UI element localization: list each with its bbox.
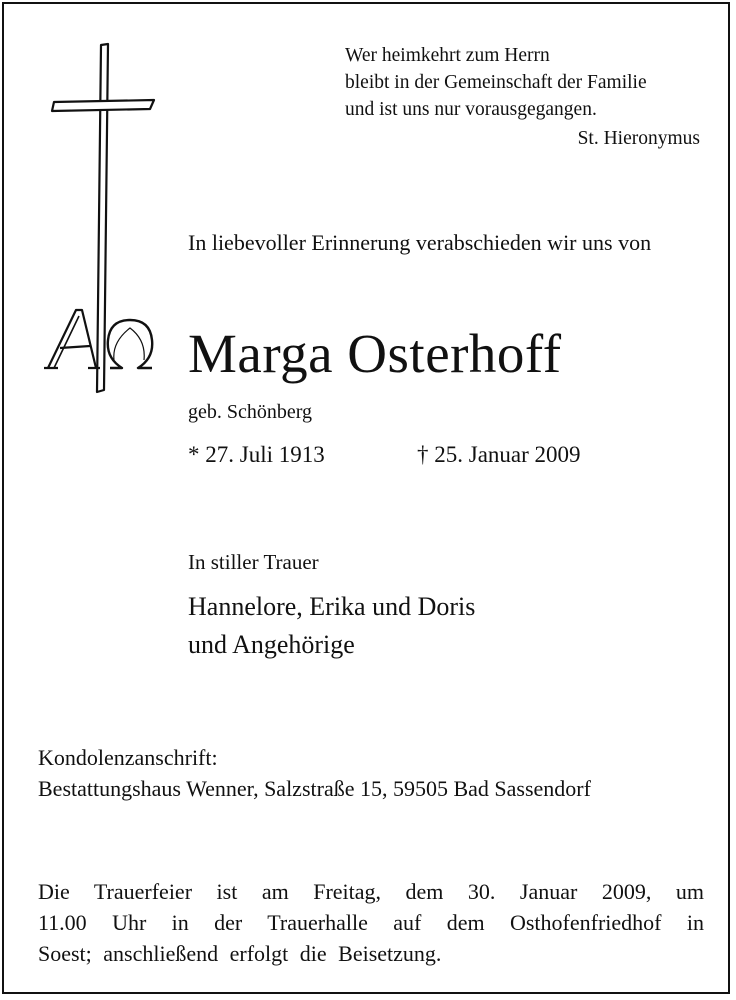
funeral-line: Die Trauerfeier ist am Freitag, dem 30. Januar 2009, um (38, 879, 704, 904)
bible-quote (345, 42, 647, 123)
condolence-label: Kondolenzanschrift: (38, 745, 218, 770)
quote-line: und ist uns nur vorausgegangen. (345, 99, 597, 120)
condolence-address: Bestattungshaus Wenner, Salzstraße 15, 59505 Bad Sassendorf (38, 776, 591, 801)
death-date: † 25. Januar 2009 (417, 442, 581, 467)
deceased-name: Marga Osterhoff (188, 323, 562, 384)
obituary-card (2, 2, 730, 994)
quote-line: bleibt in der Gemeinschaft der Familie (345, 72, 647, 93)
mourners-list (188, 588, 475, 664)
cross-alpha-omega-icon (42, 40, 162, 400)
quote-source: St. Hieronymus (577, 128, 700, 149)
funeral-line: 11.00 Uhr in der Trauerhalle auf dem Osthofenfriedhof in (38, 910, 704, 935)
funeral-notice (38, 876, 704, 969)
mourners-line: Hannelore, Erika und Doris (188, 592, 476, 621)
funeral-line: Soest; anschließend erfolgt die Beisetzung. (38, 941, 442, 966)
mourning-heading: In stiller Trauer (188, 550, 319, 574)
quote-line: Wer heimkehrt zum Herrn (345, 45, 550, 66)
birth-date: * 27. Juli 1913 (188, 442, 325, 467)
maiden-name: geb. Schönberg (188, 401, 313, 423)
intro-text: In liebevoller Erinnerung verabschieden wir uns von (188, 230, 652, 255)
mourners-line: und Angehörige (188, 630, 355, 659)
condolence-block (38, 742, 591, 804)
